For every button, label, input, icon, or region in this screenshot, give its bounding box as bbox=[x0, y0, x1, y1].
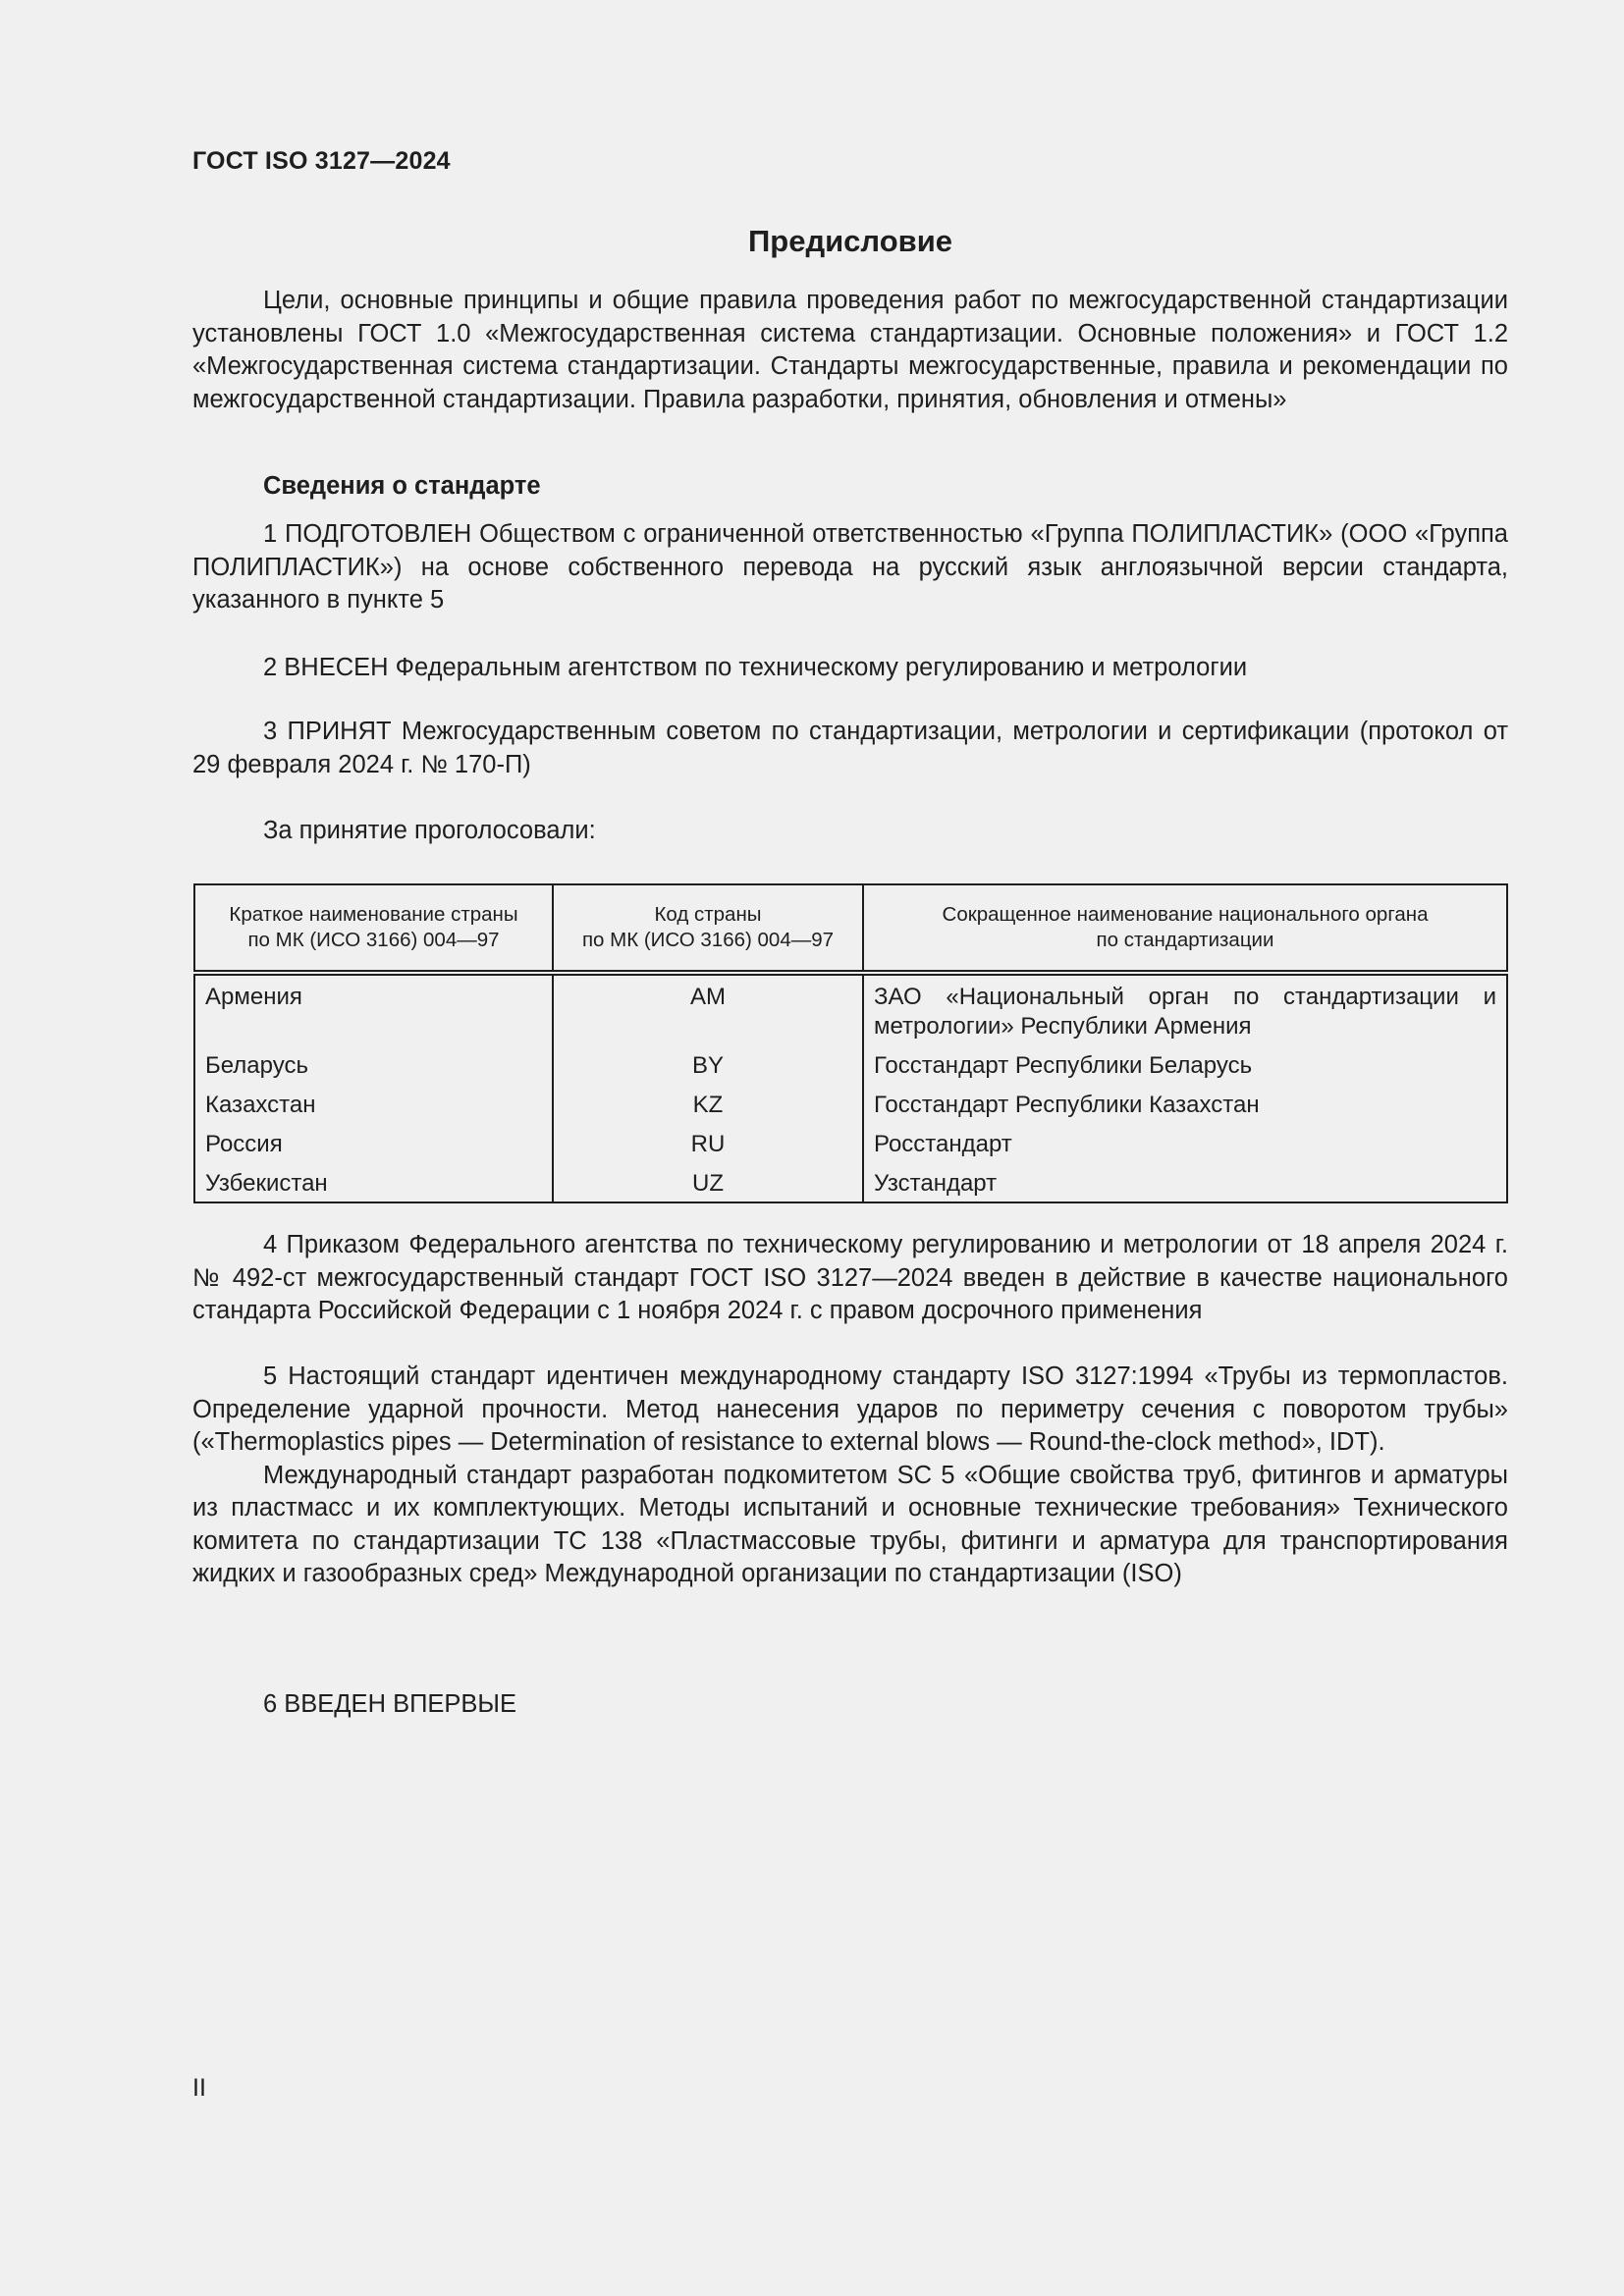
header-org-line2: по стандартизации bbox=[1096, 929, 1274, 951]
item-6 bbox=[192, 1688, 1508, 1722]
country-cell: Россия bbox=[205, 1131, 283, 1157]
country-cell: Армения bbox=[205, 984, 302, 1010]
item-2-text: 2 ВНЕСЕН Федеральным агентством по техническому регулированию и метрологии bbox=[263, 654, 1248, 681]
country-cell: Узбекистан bbox=[205, 1170, 328, 1197]
header-code-line1: Код страны bbox=[654, 903, 762, 926]
item-5-continuation: Международный стандарт разработан подкомитетом SC 5 «Общие свойства труб, фитингов и арматуры из пластмасс и их комплектующих. Методы испытаний и основные технические требования» Технического комитета по стандартизации ТС 138 «Пластмассовые трубы, фитинги и арматура для транспортирования жидких и газообразных сред» Международной организации по стандартизации (ISO) bbox=[192, 1461, 1508, 1587]
code-cell: BY bbox=[553, 1044, 863, 1084]
header-org-line1: Сокращенное наименование национального органа bbox=[942, 903, 1429, 926]
code-cell: AM bbox=[553, 973, 863, 1044]
table-header-row bbox=[194, 884, 1507, 973]
votes-label: За принятие проголосовали: bbox=[263, 817, 596, 844]
header-country-line1: Краткое наименование страны bbox=[229, 903, 518, 926]
intro-paragraph bbox=[192, 285, 1508, 416]
org-cell: Госстандарт Республики Казахстан bbox=[863, 1084, 1507, 1123]
table-row bbox=[194, 1084, 1507, 1123]
item-5 bbox=[192, 1361, 1508, 1591]
header-country bbox=[194, 884, 553, 973]
header-country-line2: по МК (ИСО 3166) 004—97 bbox=[247, 929, 500, 951]
item-6-text: 6 ВВЕДЕН ВПЕРВЫЕ bbox=[263, 1690, 517, 1718]
org-cell: ЗАО «Национальный орган по стандартизации и метрологии» Республики Армения bbox=[863, 973, 1507, 1044]
header-code bbox=[553, 884, 863, 973]
org-cell: Узстандарт bbox=[863, 1162, 1507, 1202]
item-4-text: 4 Приказом Федерального агентства по техническому регулированию и метрологии от 18 апреля 2024 г. № 492-ст межгосударственный стандарт ГОСТ ISO 3127—2024 введен в действие в качестве национального стандарта Российской Федерации с 1 ноября 2024 г. с правом досрочного применения bbox=[192, 1231, 1508, 1324]
org-cell: Госстандарт Республики Беларусь bbox=[863, 1044, 1507, 1084]
code-cell: KZ bbox=[553, 1084, 863, 1123]
header-org bbox=[863, 884, 1507, 973]
intro-text: Цели, основные принципы и общие правила проведения работ по межгосударственной стандартизации установлены ГОСТ 1.0 «Межгосударственная система стандартизации. Основные положения» и ГОСТ 1.2 «Межгосударственная система стандартизации. Стандарты межгосударственные, правила и рекомендации по межгосударственной стандартизации. Правила разработки, принятия, обновления и отмены» bbox=[192, 287, 1508, 413]
item-1-text: 1 ПОДГОТОВЛЕН Обществом с ограниченной ответственностью «Группа ПОЛИПЛАСТИК» (ООО «Группа ПОЛИПЛАСТИК») на основе собственного перевода на русский язык англоязычной версии стандарта, указанного в пункте 5 bbox=[192, 520, 1508, 614]
table-row bbox=[194, 973, 1507, 1044]
country-cell: Беларусь bbox=[205, 1052, 308, 1079]
table-row bbox=[194, 1044, 1507, 1084]
info-heading: Сведения о стандарте bbox=[263, 472, 541, 500]
code-cell: UZ bbox=[553, 1162, 863, 1202]
org-cell: Росстандарт bbox=[863, 1123, 1507, 1162]
item-2 bbox=[192, 652, 1508, 685]
item-1 bbox=[192, 518, 1508, 617]
item-3-text: 3 ПРИНЯТ Межгосударственным советом по стандартизации, метрологии и сертификации (протокол от 29 февраля 2024 г. № 170-П) bbox=[192, 718, 1508, 778]
table-row bbox=[194, 1162, 1507, 1202]
item-5-text: 5 Настоящий стандарт идентичен международному стандарту ISO 3127:1994 «Трубы из термопластов. Определение ударной прочности. Метод нанесения ударов по периметру сечения с поворотом трубы» («Thermoplastics pipes — Determination of resistance to external blows — Round-the-clock method», IDT). bbox=[192, 1362, 1508, 1456]
country-cell: Казахстан bbox=[205, 1092, 316, 1118]
item-4 bbox=[192, 1229, 1508, 1328]
item-3 bbox=[192, 716, 1508, 781]
table-row bbox=[194, 1123, 1507, 1162]
header-code-line2: по МК (ИСО 3166) 004—97 bbox=[581, 929, 835, 951]
document-code: ГОСТ ISO 3127—2024 bbox=[192, 147, 451, 175]
member-states-table bbox=[193, 883, 1508, 1203]
page-number: II bbox=[192, 2074, 206, 2102]
page-title: Предисловие bbox=[747, 224, 952, 258]
code-cell: RU bbox=[553, 1123, 863, 1162]
